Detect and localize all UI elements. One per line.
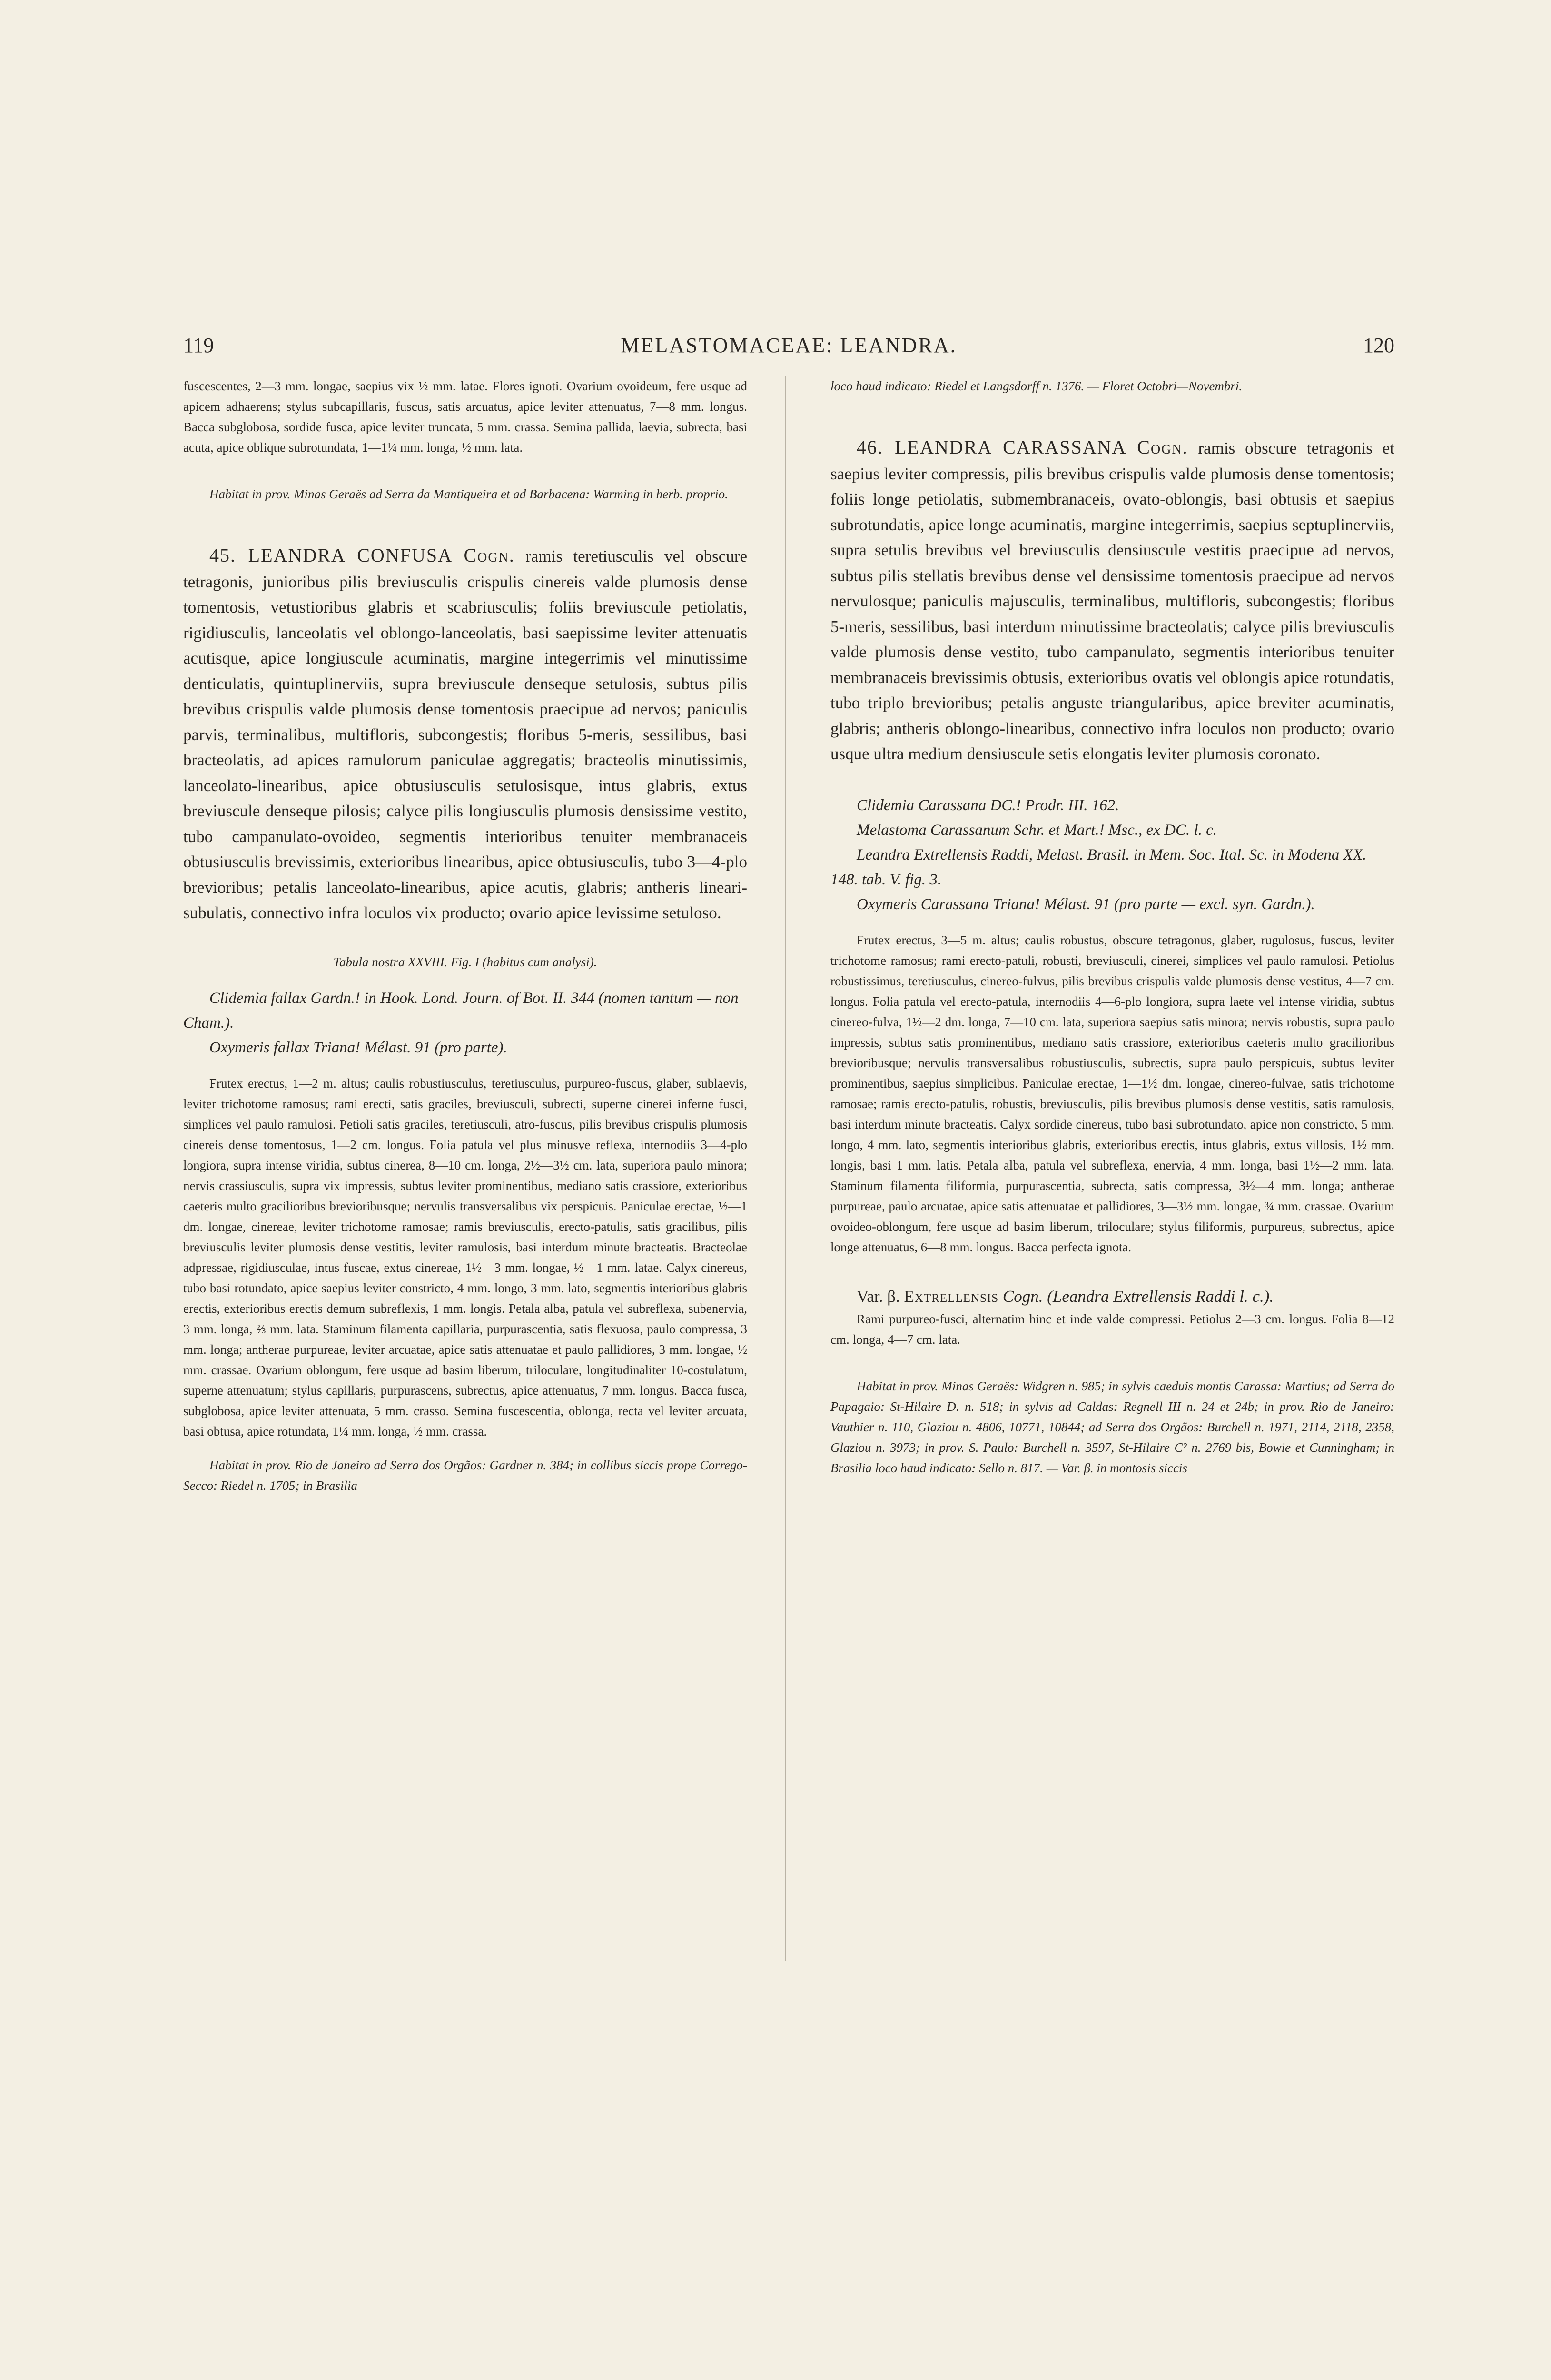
species-45-habitat: Habitat in prov. Rio de Janeiro ad Serra dos Orgãos: Gardner n. 384; in collibus siccis prope Corrego-Secco: Riedel n. 1705; in Brasilia (183, 1458, 747, 1493)
left-column (183, 376, 747, 1496)
species-45-description: Frutex erectus, 1—2 m. altus; caulis robustiusculus, teretiusculus, purpureo-fuscus, glaber, sublaevis, leviter trichotome ramosus; rami erecti, satis graciles, breviusculi, subrecti, superne cinerei inferne fusci, simplices vel paulo ramulosi. Petioli satis graciles, teretiusculi, atro-fuscus, pilis brevibus crispulis plumosis cinereis dense tomentosus, 1—2 cm. longus. Folia patula vel plus minusve reflexa, internodiis 3—4-plo longiora, supra intense viridia, subtus cinerea, 8—10 cm. longa, 2½—3½ cm. lata, superiora paulo minora; nervis crassiusculis, supra vix impressis, subtus leviter prominentibus, mediano satis crassiore, exterioribus caeteris multo gracilioribus brevioribusque; nervulis transversalibus vix perspicuis. Paniculae erectae, ½—1 dm. longae, cinereae, leviter trichotome ramosae; ramis breviusculis, erecto-patulis, satis gracilibus, pilis breviusculis leviter plumosis dense vestitis, leviter ramulosis, basi interdum minute bracteatis. Bracteolae adpressae, rigidiusculae, intus fuscae, extus cinereae, 1½—3 mm. longae, ½—1 mm. latae. Calyx cinereus, tubo basi rotundato, apice saepius leviter constricto, 4 mm. longo, 3 mm. lato, segmentis interioribus glabris erectis, exterioribus erectis demum subreflexis, 1 mm. longis. Petala alba, patula vel subreflexa, subenervia, 3 mm. longa, ⅔ mm. lata. Staminum filamenta capillaria, purpurascentia, satis flexuosa, paulo compressa, 3 mm. longa; antherae purpureae, leviter arcuatae, apice satis attenuatae et paulo pallidiores, 3 mm. longae, ½ mm. crassae. Ovarium oblongum, fere usque ad basim liberum, triloculare, longitudinaliter 10-costulatum, superne attenuatum; stylus capillaris, purpurascens, subrectus, apice attenuatus, 7 mm. longus. Bacca fusca, subglobosa, apice leviter attenuata, 5 mm. crasso. Semina fuscescentia, oblonga, recta vel leviter arcuata, basi obtusa, apice rotundata, 1¼ mm. longa, ½ mm. crassa. (183, 1076, 747, 1438)
synonym-oxymeris-fallax: Oxymeris fallax Triana! Mélast. 91 (pro parte). (209, 1039, 507, 1056)
column-divider (785, 376, 786, 1961)
synonym-clidemia-fallax: Clidemia fallax Gardn.! in Hook. Lond. Journ. of Bot. II. 344 (nomen tantum — non Cham.). (183, 989, 739, 1031)
right-column (830, 376, 1394, 1478)
synonym-leandra-extrellensis: Leandra Extrellensis Raddi, Melast. Brasil. in Mem. Soc. Ital. Sc. in Modena XX. 148. tab. V. fig. 3. (830, 846, 1367, 888)
running-header (183, 333, 1394, 362)
species-46-heading: 46. LEANDRA CARASSANA Cogn. (857, 436, 1188, 458)
species-46-entry (830, 435, 1394, 767)
page-number-left: 119 (183, 334, 214, 357)
variety-authority: Cogn. (Leandra Extrellensis Raddi l. c.). (1002, 1287, 1274, 1306)
variety-label: Var. β. (857, 1287, 900, 1306)
plate-reference: Tabula nostra XXVIII. Fig. I (habitus cum analysi). (333, 954, 597, 969)
species-46-description: Frutex erectus, 3—5 m. altus; caulis robustus, obscure tetragonus, glaber, rugulosus, fuscus, leviter trichotome ramosus; rami erecto-patuli, robusti, breviusculi, cinerei, simplices vel paulo ramulosi. Petiolus robustissimus, teretiusculus, cinereo-fulvus, pilis brevibus crispulis valde plumosis dense vestitus, 4—7 cm. longus. Folia patula vel erecto-patula, internodiis 4—6-plo longiora, supra laete vel intense viridia, subtus cinereo-fulva, 1½—2 dm. longa, 7—10 cm. lata, superiora saepius satis minora; nervis robustis, supra paulo impressis, subtus satis prominentibus, mediano satis crassiore, exterioribus caeteris multo gracilioribus brevioribusque; nervulis transversalibus robustiusculis, subrectis, supra paulo perspicuis, subtus leviter prominentibus, saepius simplicibus. Paniculae erectae, 1—1½ dm. longae, cinereo-fulvae, satis trichotome ramosae; ramis erecto-patulis, robustis, breviusculis, pilis brevibus plumosis dense vestitis, satis ramulosis, basi interdum minute bracteatis. Calyx sordide cinereus, tubo basi subrotundato, apice non constricto, 5 mm. longo, 4 mm. lato, segmentis interioribus glabris, exterioribus erectis, intus glabris, extus villosis, 1½ mm. longis, basi 1 mm. latis. Petala alba, patula vel subreflexa, enervia, 4 mm. longa, basi 1½—2 mm. lata. Staminum filamenta filiformia, purpurascentia, subrecta, satis compressa, 3½—4 mm. longa; antherae purpureae, paulo arcuatae, apice satis attenuatae et pallidiores, 3—3½ mm. longae, ¾ mm. crassae. Ovarium ovoideo-oblongum, fere usque ad basim liberum, triloculare; stylus filiformis, purpureus, subrectus, apice longe attenuatus, 6—8 mm. longus. Bacca perfecta ignota. (830, 932, 1394, 1254)
species-45-heading: 45. LEANDRA CONFUSA Cogn. (209, 545, 515, 566)
continued-description: fuscescentes, 2—3 mm. longae, saepius vix ½ mm. latae. Flores ignoti. Ovarium ovoideum, fere usque ad apicem adhaerens; stylus subcapillaris, fuscus, satis arcuatus, apice leviter attenuatus, 7—8 mm. longus. Bacca subglobosa, sordide fusca, apice leviter truncata, 5 mm. crassa. Semina pallida, laevia, subrecta, basi acuta, apice oblique subrotundata, 1—1¼ mm. longa, ½ mm. lata. (183, 379, 747, 455)
continued-locality: loco haud indicato: Riedel et Langsdorff n. 1376. — Floret Octobri—Novembri. (830, 379, 1243, 393)
page-number-right: 120 (1363, 334, 1394, 357)
synonym-clidemia-carassana: Clidemia Carassana DC.! Prodr. III. 162. (857, 796, 1119, 814)
variety-description: Rami purpureo-fusci, alternatim hinc et inde valde compressi. Petiolus 2—3 cm. longus. Folia 8—12 cm. longa, 4—7 cm. lata. (830, 1312, 1394, 1347)
species-46-diagnosis: ramis obscure tetragonis et saepius leviter compressis, pilis brevibus crispulis valde plumosis dense tomentosis; foliis longe petiolatis, submembranaceis, ovato-oblongis, basi obtusis et saepius subrotundatis, apice longe acuminatis, margine integerrimis, saepius septuplinerviis, supra setulis brevibus vel breviusculis densiuscule vestitis praecipue ad nervos, subtus pilis stellatis brevibus dense vel densissime tomentosis praecipue ad nervos nervulosque; paniculis majusculis, terminalibus, multifloris, subcongestis; floribus 5-meris, sessilibus, basi interdum minutissime bracteolatis; calyce pilis breviusculis valde plumosis dense vestito, tubo campanulato, segmentis interioribus tenuiter membranaceis brevissimis obtusis, exterioribus ovatis vel oblongis apice rotundatis, tubo triplo brevioribus; petalis anguste triangularibus, apice breviter acuminatis, glabris; antheris oblongo-linearibus, connectivo infra loculos non producto; ovario usque ultra medium densiuscule setis elongatis leviter plumosis coronato. (830, 439, 1395, 763)
variety-name: Extrellensis (904, 1287, 999, 1306)
synonym-oxymeris-carassana: Oxymeris Carassana Triana! Mélast. 91 (pro parte — excl. syn. Gardn.). (857, 895, 1315, 913)
running-title: MELASTOMACEAE: LEANDRA. (621, 334, 957, 357)
synonym-melastoma-carassanum: Melastoma Carassanum Schr. et Mart.! Msc., ex DC. l. c. (857, 821, 1217, 839)
species-45-entry (183, 543, 747, 926)
habitat-paragraph: Habitat in prov. Minas Geraës ad Serra da Mantiqueira et ad Barbacena: Warming in herb. proprio. (209, 487, 728, 501)
species-46-habitat: Habitat in prov. Minas Geraës: Widgren n. 985; in sylvis caeduis montis Carassa: Martius; ad Serra do Papagaio: St-Hilaire D. n. 518; in sylvis ad Caldas: Regnell III n. 24 et 24b; in prov. Rio de Janeiro: Vauthier n. 110, Glaziou n. 4806, 10771, 10844; ad Serra dos Orgãos: Burchell n. 1971, 2114, 2118, 2358, Glaziou n. 3973; in prov. S. Paulo: Burchell n. 3597, St-Hilaire C² n. 2769 bis, Bowie et Cunningham; in Brasilia loco haud indicato: Sello n. 817. — Var. β. in montosis siccis (830, 1379, 1394, 1475)
species-45-diagnosis: ramis teretiusculis vel obscure tetragonis, junioribus pilis breviusculis crispulis cinereis valde plumosis dense tomentosis, vetustioribus glabris et scabriusculis; foliis breviuscule petiolatis, rigidiusculis, lanceolatis vel oblongo-lanceolatis, basi saepissime leviter attenuatis acutisque, apice longiuscule acuminatis, margine integerrimis vel minutissime denticulatis, quintuplinerviis, supra breviuscule denseque setulosis, subtus pilis brevibus crispulis valde plumosis dense tomentosis praecipue ad nervos; paniculis parvis, terminalibus, multifloris, subcongestis; floribus 5-meris, sessilibus, basi bracteolatis, ad apices ramulorum paniculae aggregatis; bracteolis minutissimis, lanceolato-linearibus, apice obtusiusculis setulosisque, intus glabris, extus breviuscule denseque pilosis; calyce pilis longiusculis plumosis densissime vestito, tubo campanulato-ovoideo, segmentis interioribus tenuiter membranaceis obtusiusculis brevissimis, exterioribus linearibus, apice obtusiusculis, tubo 3—4-plo brevioribus; petalis lanceolato-linearibus, apice acutis, glabris; antheris lineari-subulatis, connectivo infra loculos vix producto; ovario apice levissime setuloso. (183, 547, 748, 922)
variety-heading (830, 1284, 1394, 1309)
